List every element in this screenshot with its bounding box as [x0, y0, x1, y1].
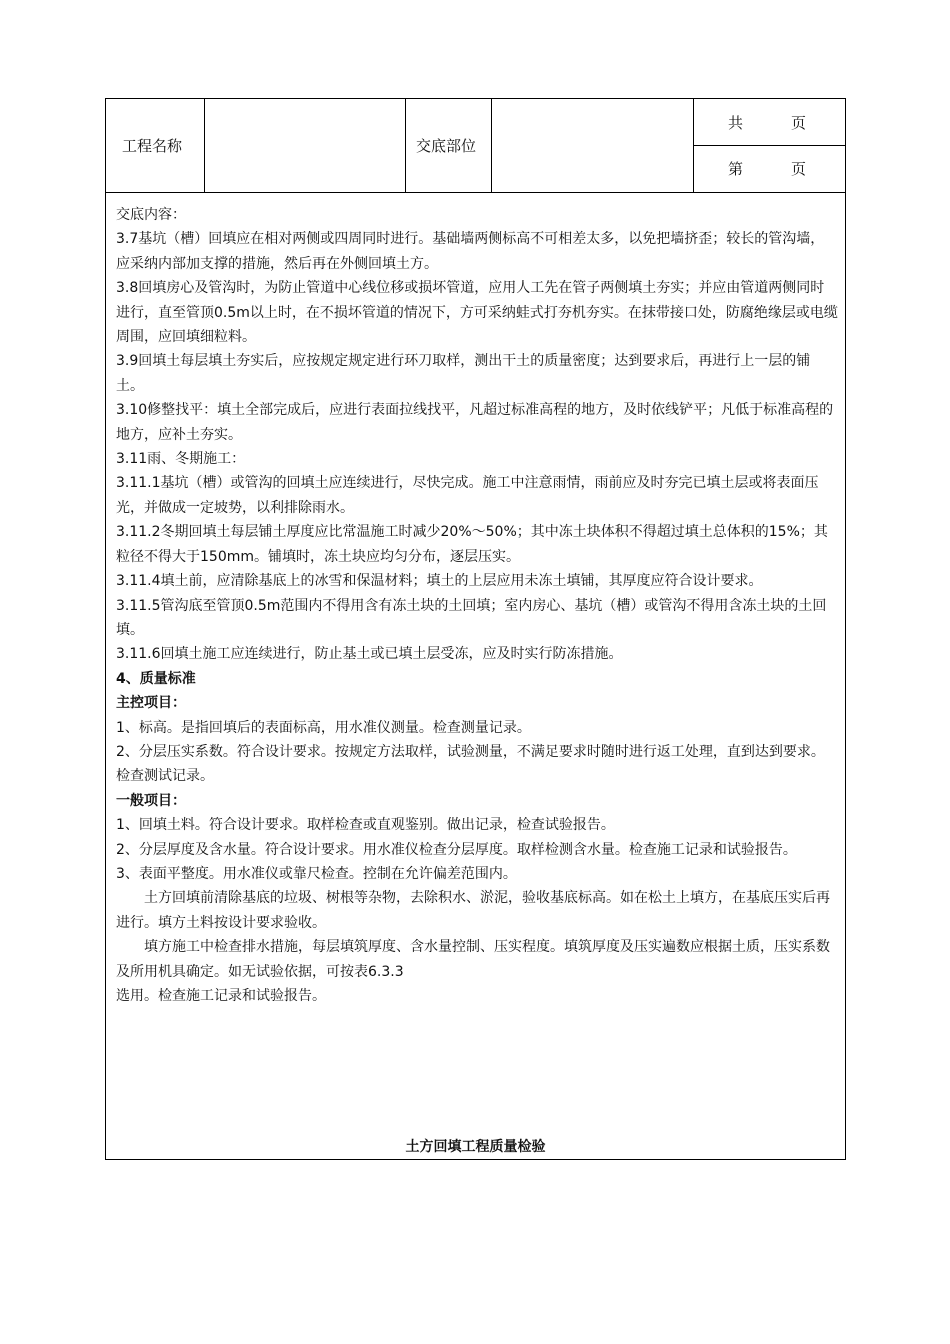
- paragraph: 3.11雨、冬期施工：: [116, 451, 246, 468]
- subsection-heading: 一般项目：: [116, 792, 186, 809]
- subsection-heading: 主控项目：: [116, 695, 186, 712]
- list-item: 1、回填土料。符合设计要求。取样检查或直观鉴别。做出记录，检查试验报告。: [116, 817, 615, 834]
- paragraph: 3.10修整找平：填土全部完成后，应进行表面拉线找平，凡超过标准高程的地方，及时依线铲平；凡低于标准高程的地方，应补土夯实。: [116, 402, 834, 443]
- total-pages-unit: 页: [790, 114, 806, 132]
- content-intro: 交底内容：: [116, 207, 186, 223]
- handover-content: [116, 203, 838, 1008]
- paragraph: 土方回填前清除基底的垃圾、树根等杂物，去除积水、淤泥，验收基底标高。如在松土上填方，在基底压实后再进行。填方土料按设计要求验收。: [116, 890, 830, 931]
- list-item: 3、表面平整度。用水准仪或靠尺检查。控制在允许偏差范围内。: [116, 865, 517, 882]
- total-pages-label: 共: [728, 114, 744, 132]
- handover-form: [105, 98, 846, 1160]
- paragraph: 3.11.1基坑（槽）或管沟的回填土应连续进行，尽快完成。施工中注意雨情，雨前应及时夯完已填土层或将表面压光，并做成一定坡势，以利排除雨水。: [116, 475, 819, 516]
- paragraph: 3.9回填土每层填土夯实后，应按规定规定进行环刀取样，测出干土的质量密度；达到要求后，再进行上一层的铺土。: [116, 353, 811, 394]
- paragraph: 3.8回填房心及管沟时，为防止管道中心线位移或损坏管道，应用人工先在管子两侧填土夯实；并应由管道两侧同时进行，直至管顶0.5m以上时，在不损坏管道的情况下，方可采纳蛙式打夯机夯实。在抹带接口处，防腐绝缘层或电缆周围，应回填细粒料。: [116, 280, 838, 346]
- paragraph: 3.11.4填土前，应清除基底上的冰雪和保温材料；填土的上层应用未冻土填铺，其厚度应符合设计要求。: [116, 573, 763, 590]
- divider: [204, 99, 205, 192]
- paragraph: 3.11.2冬期回填土每层铺土厚度应比常温施工时减少20%～50%；其中冻土块体积不得超过填土总体积的15%；其粒径不得大于150mm。铺填时，冻土块应均匀分布，逐层压实。: [116, 524, 828, 565]
- paragraph: 填方施工中检查排水措施，每层填筑厚度、含水量控制、压实程度。填筑厚度及压实遍数应根据土质，压实系数及所用机具确定。如无试验依据，可按表6.3.3: [116, 939, 830, 980]
- paragraph: 3.11.5管沟底至管顶0.5m范围内不得用含有冻土块的土回填；室内房心、基坑（槽）或管沟不得用含冻土块的土回填。: [116, 597, 827, 638]
- project-name-label: 工程名称: [122, 137, 183, 155]
- list-item: 2、分层厚度及含水量。符合设计要求。用水准仪检查分层厚度。取样检测含水量。检查施工记录和试验报告。: [116, 841, 797, 858]
- current-page-unit: 页: [790, 160, 806, 178]
- current-page: [728, 159, 806, 179]
- footer-title: 土方回填工程质量检验: [405, 1139, 546, 1155]
- paragraph: 选用。检查施工记录和试验报告。: [116, 988, 326, 1004]
- total-pages: [728, 113, 806, 133]
- section-heading: 4、质量标准: [116, 670, 196, 687]
- divider: [693, 145, 845, 146]
- paragraph: 3.11.6回填土施工应连续进行，防止基土或已填土层受冻，应及时实行防冻措施。: [116, 646, 623, 663]
- divider: [106, 192, 845, 193]
- handover-part-label: 交底部位: [416, 137, 477, 155]
- current-page-label: 第: [728, 160, 744, 178]
- paragraph: 3.7基坑（槽）回填应在相对两侧或四周同时进行。基础墙两侧标高不可相差太多，以免把墙挤歪；较长的管沟墙，应采纳内部加支撑的措施，然后再在外侧回填土方。: [116, 231, 825, 272]
- list-item: 1、标高。是指回填后的表面标高，用水准仪测量。检查测量记录。: [116, 719, 531, 736]
- list-item: 2、分层压实系数。符合设计要求。按规定方法取样，试验测量，不满足要求时随时进行返工处理，直到达到要求。检查测试记录。: [116, 743, 825, 785]
- divider: [405, 99, 406, 192]
- divider: [491, 99, 492, 192]
